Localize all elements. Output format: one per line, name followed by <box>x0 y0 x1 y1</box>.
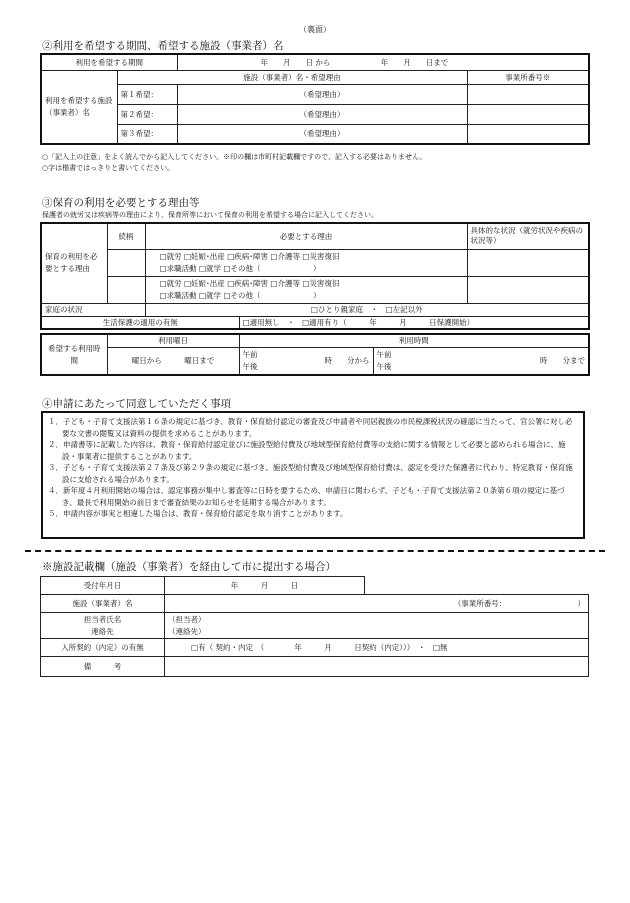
choice-1-field[interactable]: （希望理由） <box>177 84 467 104</box>
consent-item: ４．新年度４月利用開始の場合は、認定事務が集中し審査等に日時を要するため、申請日に関わらず、子ども・子育て支援法第２０条第６項の規定に基づき、最長で利用開始の前日まで審査結果のお知らせを延期する場合があります。 <box>48 486 565 507</box>
section4-heading: ④申請にあたって同意していただく事項 <box>42 398 231 410</box>
time-table <box>40 333 590 376</box>
relation-1-field[interactable] <box>107 249 145 276</box>
reason-1-line1: □就労 □妊娠･出産 □疾病･障害 □介護等 □災害復旧 <box>159 251 340 261</box>
family-options[interactable]: □ひとり親家庭 ・ □左記以外 <box>145 303 589 316</box>
section3-subtext: 保護者の就労又は疾病等の理由により、保育所等において保育の利用を希望する場合に記入してください。 <box>42 211 378 219</box>
facility-entry-table <box>40 576 589 677</box>
remarks-label: 備 考 <box>41 657 165 677</box>
choice-2-field[interactable]: （希望理由） <box>177 104 467 124</box>
days-header: 利用曜日 <box>107 334 239 347</box>
facility-name-label: 施設（事業者）名 <box>41 595 165 613</box>
note-handwriting: ○字は楷書ではっきりと書いてください。 <box>42 164 175 172</box>
col-reason-header: 必要とする理由 <box>145 223 467 249</box>
family-label: 家庭の状況 <box>41 303 145 316</box>
hours-header: 利用時間 <box>239 334 589 347</box>
received-label: 受付年月日 <box>41 577 165 595</box>
relation-2-field[interactable] <box>107 276 145 303</box>
welfare-options[interactable]: □適用無し ・ □適用有り（ 年 月 日保護開始） <box>239 316 589 329</box>
period-to: 年 月 日まで <box>380 57 449 67</box>
note-read-instructions: ○「記入上の注意」をよく読んでから記入してください。※印の欄は市町村記載欄ですので、記入する必要はありません。 <box>42 153 427 161</box>
reason-1-options[interactable] <box>145 249 467 276</box>
consent-item: ３．子ども・子育て支援法第２７条及び第２９条の規定に基づき、施設型給付費及び地域型保育給付費は、認定を受けた保護者に代わり、特定教育・保育施設に支給される場合があります。 <box>48 463 573 484</box>
to-ampm[interactable]: 午前 午後 <box>373 347 411 375</box>
time-label: 希望する利用時間 <box>41 334 107 375</box>
choice-2-number <box>467 104 589 124</box>
reason-2-line2: □求職活動 □就学 □その他（ ） <box>159 290 321 300</box>
choice-3-label: 第３希望： <box>117 124 177 144</box>
status-2-field[interactable] <box>467 276 589 303</box>
consent-item: １．子ども・子育て支援法第１６条の規定に基づき、教育・保育給付認定の審査及び申請者や同居親族の市民税課税状況の確認に当たって、官公署に対し必要な文書の閲覧又は資料の提供を求めることがあります。 <box>48 417 573 438</box>
page-side-mark: （裏面） <box>299 25 331 34</box>
contract-label: 入所契約（内定）の有無 <box>41 639 165 657</box>
contract-options[interactable]: □有（ 契約・内定 （ 年 月 日契約（内定））） ・ □無 <box>165 639 589 657</box>
col-number-header: 事業所番号※ <box>467 70 589 84</box>
consent-box <box>41 411 585 539</box>
reason-1-line2: □求職活動 □就学 □その他（ ） <box>159 263 321 273</box>
col-facility-header: 施設（事業者）名・希望理由 <box>117 70 467 84</box>
choice-3-number <box>467 124 589 144</box>
welfare-label: 生活保護の適用の有無 <box>41 316 239 329</box>
consent-item: ５．申請内容が事実と相違した場合は、教育・保育給付認定を取り消すことがあります。 <box>48 509 348 518</box>
reason-2-line1: □就労 □妊娠･出産 □疾病･障害 □介護等 □災害復旧 <box>159 278 340 288</box>
reason-2-options[interactable] <box>145 276 467 303</box>
to-time-field[interactable]: 時 分まで <box>411 347 589 375</box>
blank-cell <box>365 577 589 595</box>
section2-heading: ②利用を希望する期間、希望する施設（事業者）名 <box>42 40 284 52</box>
facility-request-table <box>40 53 590 145</box>
choice-2-label: 第２希望： <box>117 104 177 124</box>
from-ampm[interactable]: 午前 午後 <box>239 347 277 375</box>
days-field[interactable]: 曜日から 曜日まで <box>107 347 239 375</box>
contact-label: 担当者氏名 連絡先 <box>41 613 165 639</box>
period-field[interactable] <box>177 54 589 70</box>
choice-1-label: 第１希望： <box>117 84 177 104</box>
facility-name-field[interactable]: （事業所番号： ） <box>165 595 589 613</box>
col-relation-header: 続柄 <box>107 223 145 249</box>
facility-label: 利用を希望する施設（事業者）名 <box>41 70 117 144</box>
received-field[interactable]: 年 月 日 <box>165 577 365 595</box>
section5-heading: ※施設記載欄（施設（事業者）を経由して市に提出する場合） <box>42 561 336 573</box>
section3-heading: ③保育の利用を必要とする理由等 <box>42 197 200 209</box>
consent-item: ２．申請書等に記載した内容は、教育・保育給付認定並びに施設型給付費及び地域型保育給付費等の支給に関する情報として必要と認められる場合に、施設・事業者に提供することがあります。 <box>48 440 566 461</box>
care-reason-table <box>40 222 590 330</box>
period-from: 年 月 日 から <box>260 57 331 67</box>
period-label: 利用を希望する期間 <box>41 54 177 70</box>
choice-3-field[interactable]: （希望理由） <box>177 124 467 144</box>
status-1-field[interactable] <box>467 249 589 276</box>
from-time-field[interactable]: 時 分から <box>277 347 373 375</box>
col-status-header: 具体的な状況（就労状況や疾病の状況等） <box>467 223 589 249</box>
remarks-field[interactable] <box>165 657 589 677</box>
contact-field[interactable]: （担当者） （連絡先） <box>165 613 589 639</box>
reason-label: 保育の利用を必要とする理由 <box>41 223 107 303</box>
choice-1-number <box>467 84 589 104</box>
cut-line <box>25 550 605 552</box>
